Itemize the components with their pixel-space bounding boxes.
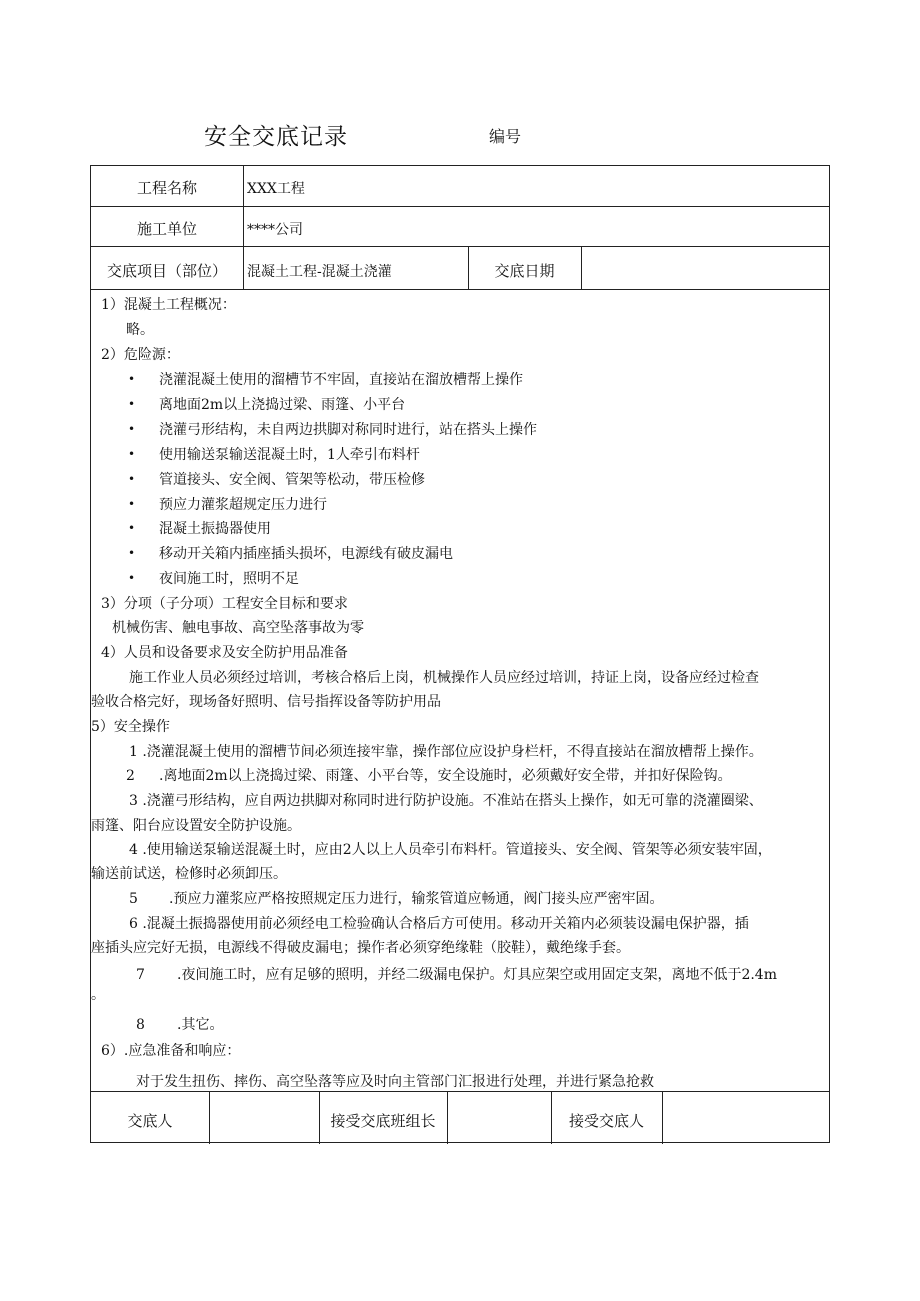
bullet-icon: • (128, 571, 136, 585)
col-divider (243, 166, 244, 289)
operation-7: .夜间施工时，应有足够的照明，并经二级漏电保护。灯具应架空或用固定支架，离地不低于2.4m (177, 967, 777, 983)
bullet-icon: • (128, 447, 136, 461)
hazard-item: 离地面2m以上浇捣过梁、雨篷、小平台 (159, 397, 406, 413)
section-6-text: 对于发生扭伤、摔伤、高空坠落等应及时向主管部门汇报进行处理，并进行紧急抢救 (136, 1074, 654, 1090)
discloser-label: 交底人 (127, 1112, 173, 1130)
bullet-icon: • (128, 546, 136, 560)
hazard-item: 移动开关箱内插座插头损坏，电源线有破皮漏电 (159, 546, 453, 562)
section-4-line: 施工作业人员必须经过培训，考核合格后上岗，机械操作人员应经过培训，持证上岗，设备应经过检查 (129, 670, 759, 686)
section-2-title: 2）危险源： (101, 347, 180, 363)
col-divider (662, 1091, 663, 1144)
row-divider (91, 206, 829, 207)
operation-2: .离地面2m以上浇捣过梁、雨篷、小平台等，安全设施时，必须戴好安全带，并扣好保险钩。 (159, 768, 732, 784)
project-name-value[interactable]: XXX工程 (247, 181, 305, 197)
hazard-item: 预应力灌浆超规定压力进行 (159, 497, 327, 513)
section-1-title: 1）混凝土工程概况： (101, 297, 236, 313)
operation-4: 4 .使用输送泵输送混凝土时，应由2人以上人员牵引布料杆。管道接头、安全阀、管架等必须安装牢固， (129, 842, 772, 858)
bullet-icon: • (128, 372, 136, 386)
bullet-icon: • (128, 422, 136, 436)
date-label: 交底日期 (494, 262, 555, 280)
operation-7-cont: 。 (91, 987, 105, 1003)
item-value[interactable]: 混凝土工程-混凝土浇灌 (247, 264, 392, 280)
item-label: 交底项目（部位） (106, 262, 227, 280)
unit-value[interactable]: ****公司 (247, 222, 303, 238)
bullet-icon: • (128, 472, 136, 486)
operation-4-cont: 输送前试送，检修时必须卸压。 (91, 866, 287, 882)
operation-5-number: 5 (129, 891, 138, 907)
operation-8: .其它。 (177, 1017, 224, 1033)
section-3-title: 3）分项（子分项）工程安全目标和要求 (101, 596, 348, 612)
section-6-title: 6）.应急准备和响应： (101, 1043, 241, 1059)
project-name-label: 工程名称 (136, 179, 197, 197)
operation-1: 1 .浇灌混凝土使用的溜槽节间必须连接牢靠，操作部位应设护身栏杆，不得直接站在溜放槽帮上操作。 (129, 744, 763, 760)
section-5-title: 5）安全操作 (91, 719, 170, 735)
row-divider (91, 246, 829, 247)
code-label: 编号 (489, 127, 522, 146)
col-divider (209, 1091, 210, 1144)
bullet-icon: • (128, 497, 136, 511)
section-3-text: 机械伤害、触电事故、高空坠落事故为零 (112, 620, 364, 636)
operation-3-cont: 雨篷、阳台应设置安全防护设施。 (91, 818, 301, 834)
operation-5: .预应力灌浆应严格按照规定压力进行，输浆管道应畅通，阀门接头应严密牢固。 (169, 891, 664, 907)
col-divider (447, 1091, 448, 1144)
hazard-item: 浇灌混凝土使用的溜槽节不牢固，直接站在溜放槽帮上操作 (159, 372, 523, 388)
disclosure-form (90, 165, 830, 1143)
col-divider (581, 246, 582, 289)
operation-8-number: 8 (136, 1017, 145, 1033)
section-4-line: 验收合格完好，现场备好照明、信号指挥设备等防护用品 (91, 694, 441, 710)
hazard-item: 使用输送泵输送混凝土时，1人牵引布料杆 (159, 447, 420, 463)
bullet-icon: • (128, 397, 136, 411)
page-title: 安全交底记录 (204, 124, 348, 150)
section-4-title: 4）人员和设备要求及安全防护用品准备 (101, 645, 348, 661)
hazard-item: 管道接头、安全阀、管架等松动，带压检修 (159, 472, 425, 488)
operation-6-cont: 座插头应完好无损，电源线不得破皮漏电；操作者必须穿绝缘鞋（胶鞋），戴绝缘手套。 (91, 940, 630, 956)
bullet-icon: • (128, 521, 136, 535)
row-divider (91, 1091, 829, 1092)
hazard-item: 混凝土振捣器使用 (159, 521, 271, 537)
hazard-item: 浇灌弓形结构，未自两边拱脚对称同时进行，站在搭头上操作 (159, 422, 537, 438)
operation-2-number: 2 (126, 768, 135, 784)
hazard-item: 夜间施工时，照明不足 (159, 571, 299, 587)
unit-label: 施工单位 (136, 220, 197, 238)
operation-7-number: 7 (136, 967, 145, 983)
operation-6: 6 .混凝土振捣器使用前必须经电工检验确认合格后方可使用。移动开关箱内必须装设漏电保护器，插 (129, 916, 749, 932)
receiver-label: 接受交底人 (568, 1112, 644, 1130)
leader-label: 接受交底班组长 (330, 1112, 436, 1130)
section-1-text: 略。 (126, 322, 154, 338)
operation-3: 3 .浇灌弓形结构，应自两边拱脚对称同时进行防护设施。不准站在搭头上操作，如无可靠的浇灌圈梁、 (129, 793, 763, 809)
row-divider (91, 289, 829, 290)
